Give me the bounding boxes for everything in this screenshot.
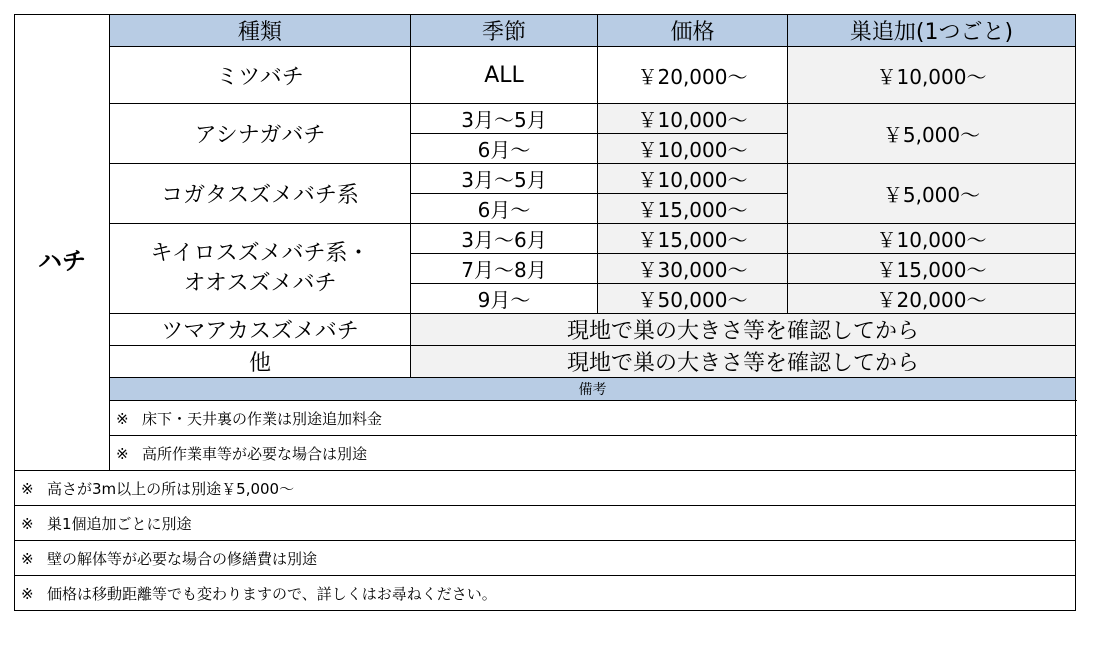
- note-mark: ※: [116, 444, 129, 463]
- type-line-1: キイロスズメバチ系・: [150, 240, 370, 266]
- note-cell: [15, 541, 1076, 576]
- nest-cell: ￥15,000～: [788, 254, 1076, 284]
- notes-header-row: [15, 378, 1076, 401]
- note-mark: ※: [21, 479, 34, 498]
- price-cell: ￥10,000～: [598, 134, 788, 164]
- price-cell: ￥15,000～: [598, 224, 788, 254]
- price-cell: ￥30,000～: [598, 254, 788, 284]
- note-cell: [110, 436, 1076, 471]
- nest-cell: ￥5,000～: [788, 104, 1076, 164]
- note-row: [15, 576, 1076, 611]
- season-cell: 7月～8月: [411, 254, 598, 284]
- note-cell: [15, 471, 1076, 506]
- season-cell: ALL: [411, 47, 598, 104]
- nest-cell: ￥10,000～: [788, 47, 1076, 104]
- note-text: 壁の解体等が必要な場合の修繕費は別途: [47, 549, 318, 568]
- price-cell: ￥15,000～: [598, 194, 788, 224]
- category-cell: ハチ: [15, 47, 110, 471]
- type-line-2: オオスズメバチ: [183, 270, 337, 296]
- season-cell: 9月～: [411, 284, 598, 314]
- type-cell: ミツバチ: [110, 47, 411, 104]
- type-header: 種類: [110, 15, 411, 47]
- note-row: [15, 436, 1076, 471]
- price-cell: ￥10,000～: [598, 164, 788, 194]
- table-row: [15, 224, 1076, 254]
- season-cell: 3月～5月: [411, 104, 598, 134]
- price-cell: ￥20,000～: [598, 47, 788, 104]
- nest-add-header: 巣追加(1つごと): [788, 15, 1076, 47]
- nest-cell: ￥20,000～: [788, 284, 1076, 314]
- type-cell: コガタスズメバチ系: [110, 164, 411, 224]
- season-cell: 6月～: [411, 194, 598, 224]
- note-text: 巣1個追加ごとに別途: [47, 514, 192, 533]
- season-header: 季節: [411, 15, 598, 47]
- season-cell: 6月～: [411, 134, 598, 164]
- type-cell: 他: [110, 346, 411, 378]
- table-row: [15, 346, 1076, 378]
- note-text: 高さが3m以上の所は別途￥5,000～: [47, 479, 295, 498]
- note-mark: ※: [21, 549, 34, 568]
- nest-cell: ￥5,000～: [788, 164, 1076, 224]
- note-mark: ※: [21, 584, 34, 603]
- note-mark: ※: [116, 409, 129, 428]
- note-mark: ※: [21, 514, 34, 533]
- header-row: [15, 15, 1076, 47]
- table-row: [15, 164, 1076, 194]
- category-header-blank: [15, 15, 110, 47]
- note-row: [15, 541, 1076, 576]
- consult-note-cell: 現地で巣の大きさ等を確認してから: [411, 314, 1076, 346]
- type-cell: [110, 224, 411, 314]
- consult-note-cell: 現地で巣の大きさ等を確認してから: [411, 346, 1076, 378]
- nest-cell: ￥10,000～: [788, 224, 1076, 254]
- note-cell: [110, 401, 1076, 436]
- table-row: [15, 314, 1076, 346]
- table-row: [15, 104, 1076, 134]
- type-cell: アシナガバチ: [110, 104, 411, 164]
- note-text: 高所作業車等が必要な場合は別途: [142, 444, 368, 463]
- note-cell: [15, 506, 1076, 541]
- note-text: 床下・天井裏の作業は別途追加料金: [142, 409, 383, 428]
- note-cell: [15, 576, 1076, 611]
- notes-title: 備考: [110, 378, 1076, 401]
- type-cell: ツマアカスズメバチ: [110, 314, 411, 346]
- note-row: [15, 401, 1076, 436]
- note-row: [15, 506, 1076, 541]
- price-table: [14, 14, 1076, 611]
- note-row: [15, 471, 1076, 506]
- price-cell: ￥10,000～: [598, 104, 788, 134]
- season-cell: 3月～5月: [411, 164, 598, 194]
- season-cell: 3月～6月: [411, 224, 598, 254]
- price-cell: ￥50,000～: [598, 284, 788, 314]
- table-row: [15, 47, 1076, 104]
- note-text: 価格は移動距離等でも変わりますので、詳しくはお尋ねください。: [47, 584, 497, 603]
- price-header: 価格: [598, 15, 788, 47]
